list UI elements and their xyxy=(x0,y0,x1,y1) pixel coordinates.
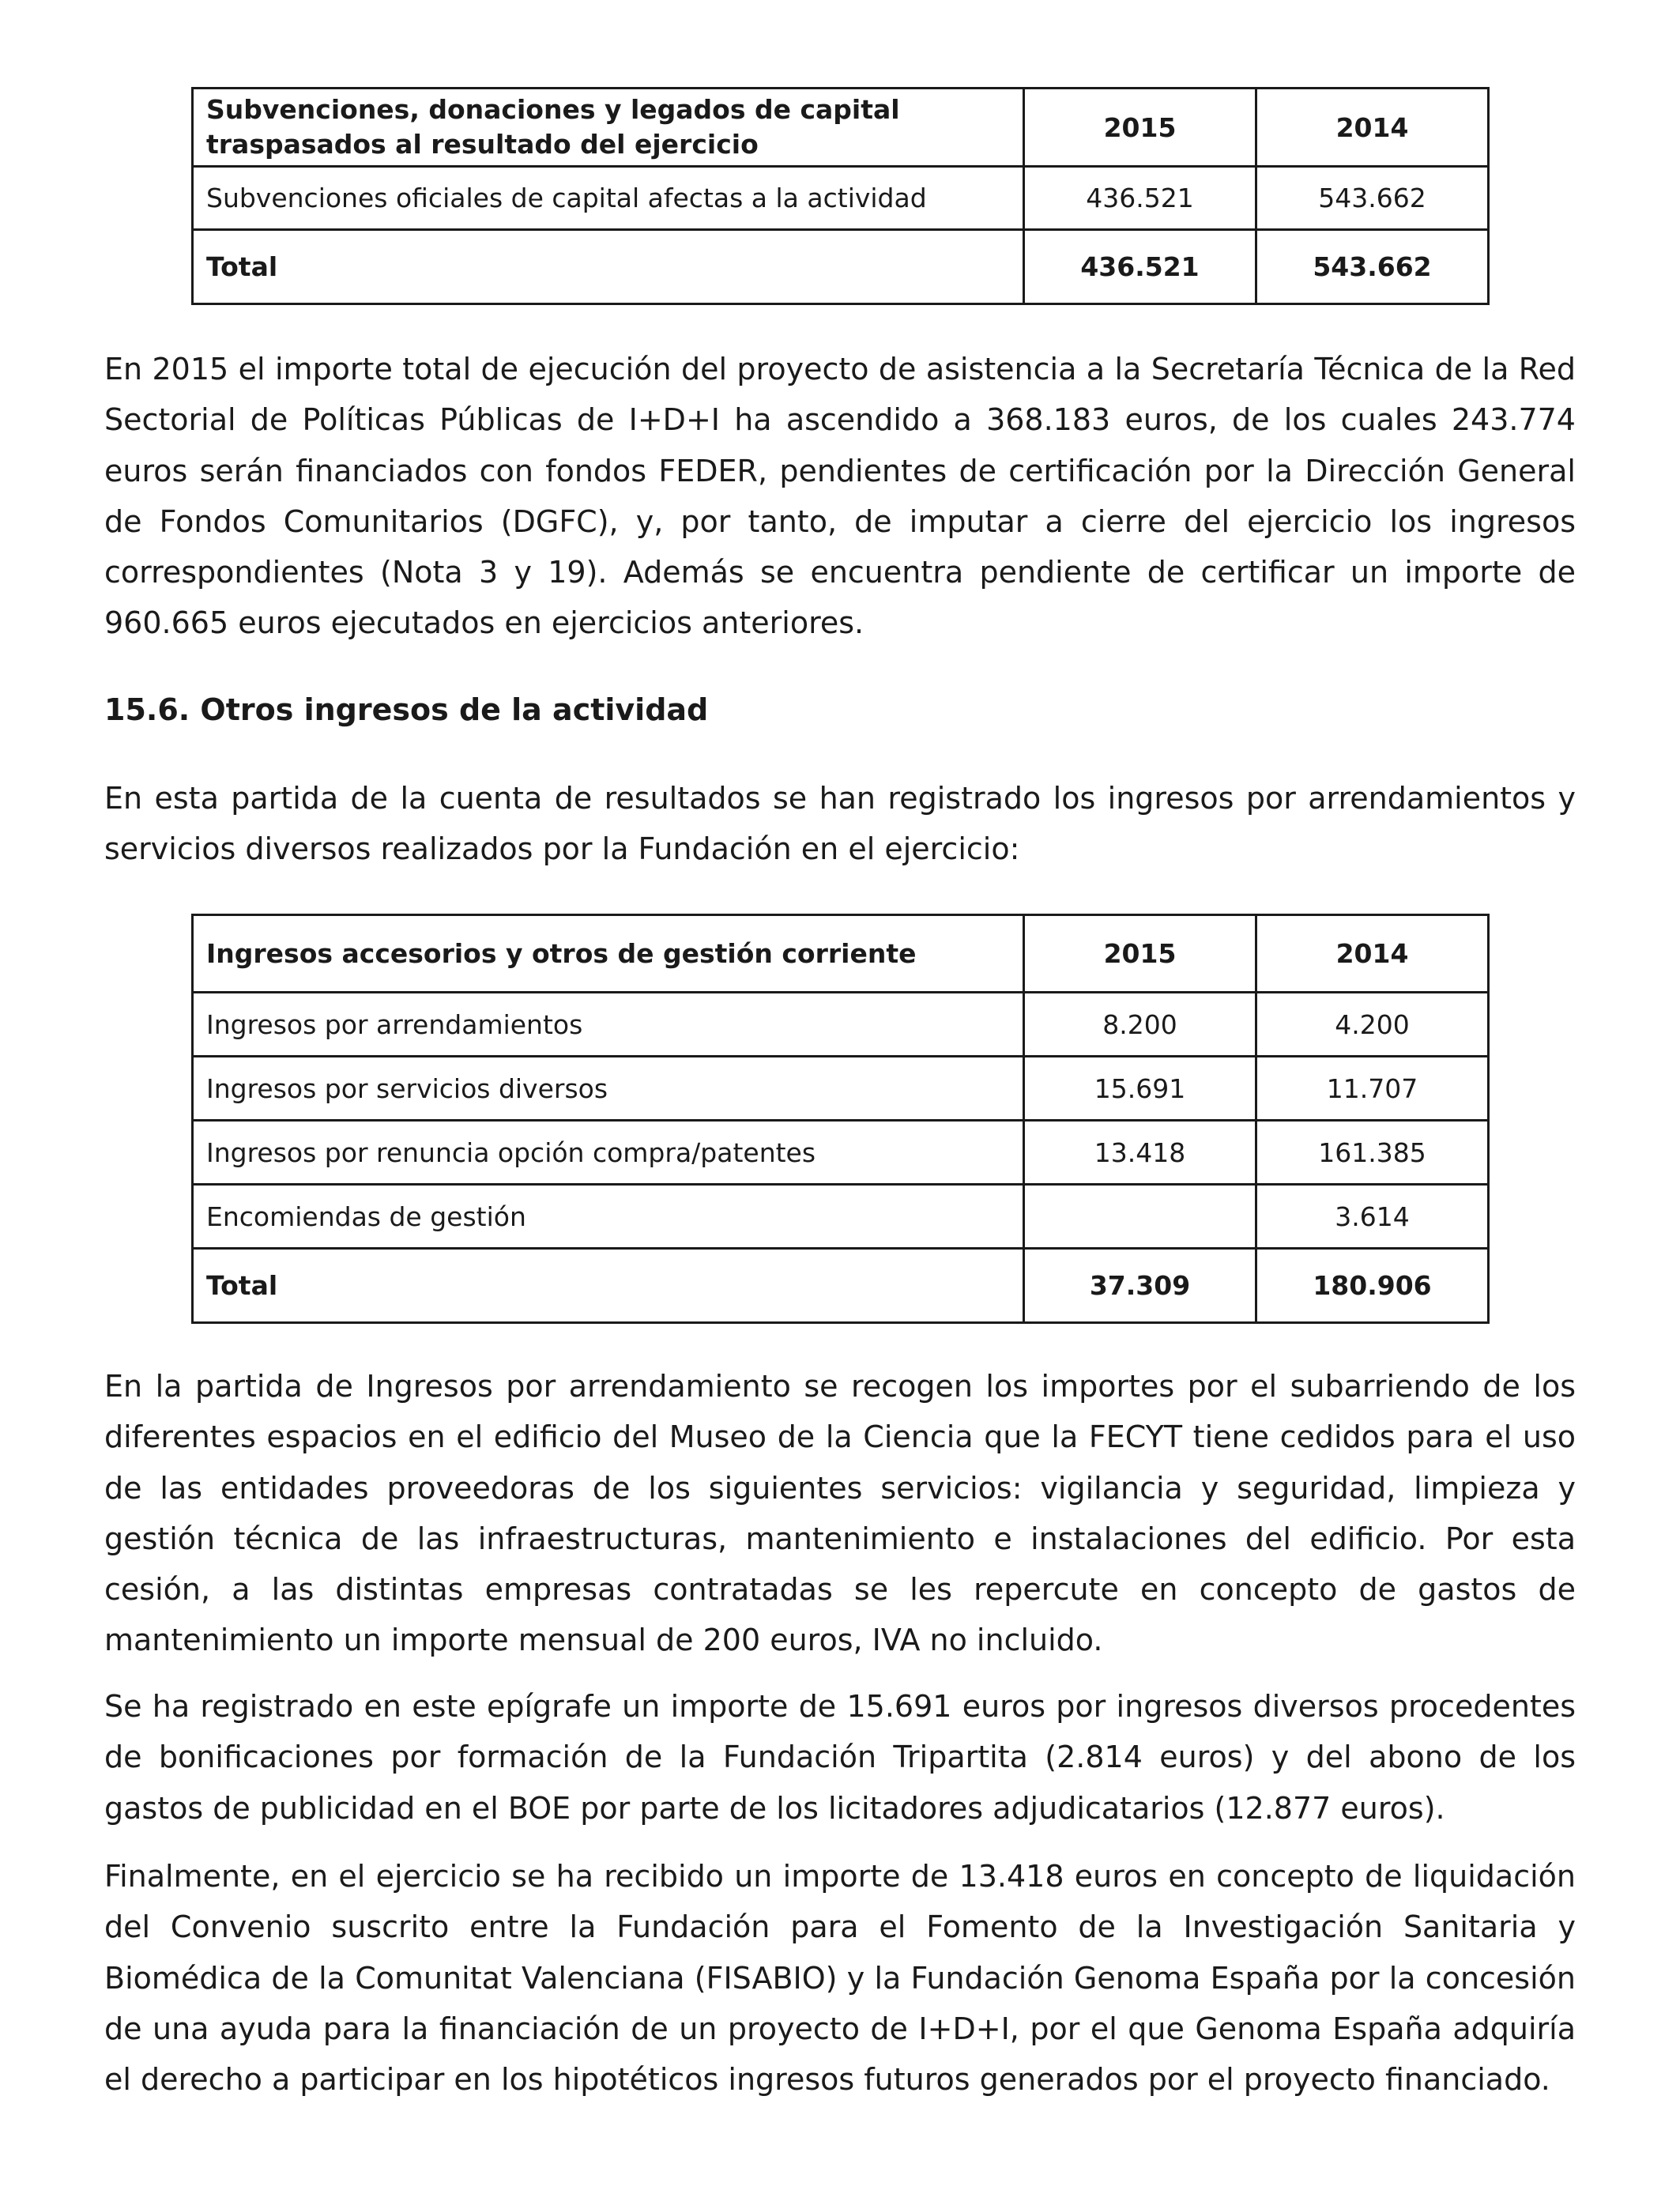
total-label: Total xyxy=(193,1249,1024,1323)
row-value-2015: 15.691 xyxy=(1024,1057,1256,1121)
row-value-2015: 436.521 xyxy=(1024,167,1256,230)
table-total-row xyxy=(193,1249,1489,1323)
row-label: Ingresos por servicios diversos xyxy=(193,1057,1024,1121)
row-label: Ingresos por renuncia opción compra/patentes xyxy=(193,1121,1024,1185)
table-header-label: Ingresos accesorios y otros de gestión corriente xyxy=(193,915,1024,993)
capital-subsidies-table xyxy=(191,87,1490,305)
other-income-table xyxy=(191,914,1490,1324)
table-header-row xyxy=(193,915,1489,993)
table-header-2014: 2014 xyxy=(1256,89,1489,167)
table-header-row xyxy=(193,89,1489,167)
paragraph-project-execution: En 2015 el importe total de ejecución del proyecto de asistencia a la Secretaría Técnica de la Red Sectorial de Políticas Públicas de I+D+I ha ascendido a 368.183 euros, de los cuales 243.774 euros serán financiados con fondos FEDER, pendientes de certificación por la Dirección General de Fondos Comunitarios (DGFC), y, por tanto, de imputar a cierre del ejercicio los ingresos correspondientes (Nota 3 y 19). Además se encuentra pendiente de certificar un importe de 960.665 euros ejecutados en ejercicios anteriores. xyxy=(104,352,1576,641)
total-value-2015: 37.309 xyxy=(1024,1249,1256,1323)
table-header-label: Subvenciones, donaciones y legados de capital traspasados al resultado del ejercicio xyxy=(193,89,1024,167)
total-value-2014: 543.662 xyxy=(1256,230,1489,304)
paragraph-agreement-settlement: Finalmente, en el ejercicio se ha recibido un importe de 13.418 euros en concepto de liquidación del Convenio suscrito entre la Fundación para el Fomento de la Investigación Sanitaria y Biomédica de la Comunitat Valenciana (FISABIO) y la Fundación Genoma España por la concesión de una ayuda para la financiación de un proyecto de I+D+I, por el que Genoma España adquiría el derecho a participar en los hipotéticos ingresos futuros generados por el proyecto financiado. xyxy=(104,1859,1576,2098)
row-value-2014: 543.662 xyxy=(1256,167,1489,230)
table-header-2014: 2014 xyxy=(1256,915,1489,993)
table-row xyxy=(193,993,1489,1057)
table-header-2015: 2015 xyxy=(1024,915,1256,993)
paragraph-diverse-income: Se ha registrado en este epígrafe un importe de 15.691 euros por ingresos diversos procedentes de bonificaciones por formación de la Fundación Tripartita (2.814 euros) y del abono de los gastos de publicidad en el BOE por parte de los licitadores adjudicatarios (12.877 euros). xyxy=(104,1689,1576,1826)
row-value-2015 xyxy=(1024,1185,1256,1249)
row-value-2014: 161.385 xyxy=(1256,1121,1489,1185)
table-row xyxy=(193,1121,1489,1185)
table-row xyxy=(193,1185,1489,1249)
row-label: Ingresos por arrendamientos xyxy=(193,993,1024,1057)
total-value-2014: 180.906 xyxy=(1256,1249,1489,1323)
paragraph-leasing-income: En la partida de Ingresos por arrendamiento se recogen los importes por el subarriendo de los diferentes espacios en el edificio del Museo de la Ciencia que la FECYT tiene cedidos para el uso de las entidades proveedoras de los siguientes servicios: vigilancia y seguridad, limpieza y gestión técnica de las infraestructuras, mantenimiento e instalaciones del edificio. Por esta cesión, a las distintas empresas contratadas se les repercute en concepto de gastos de mantenimiento un importe mensual de 200 euros, IVA no incluido. xyxy=(104,1369,1576,1658)
table-row xyxy=(193,167,1489,230)
table-total-row xyxy=(193,230,1489,304)
paragraph-intro-income: En esta partida de la cuenta de resultados se han registrado los ingresos por arrendamientos y servicios diversos realizados por la Fundación en el ejercicio: xyxy=(104,781,1576,867)
row-value-2015: 13.418 xyxy=(1024,1121,1256,1185)
row-label: Subvenciones oficiales de capital afectas a la actividad xyxy=(193,167,1024,230)
table-header-2015: 2015 xyxy=(1024,89,1256,167)
row-value-2015: 8.200 xyxy=(1024,993,1256,1057)
table-row xyxy=(193,1057,1489,1121)
section-heading: 15.6. Otros ingresos de la actividad xyxy=(104,692,709,727)
row-label: Encomiendas de gestión xyxy=(193,1185,1024,1249)
row-value-2014: 4.200 xyxy=(1256,993,1489,1057)
row-value-2014: 3.614 xyxy=(1256,1185,1489,1249)
total-label: Total xyxy=(193,230,1024,304)
total-value-2015: 436.521 xyxy=(1024,230,1256,304)
row-value-2014: 11.707 xyxy=(1256,1057,1489,1121)
